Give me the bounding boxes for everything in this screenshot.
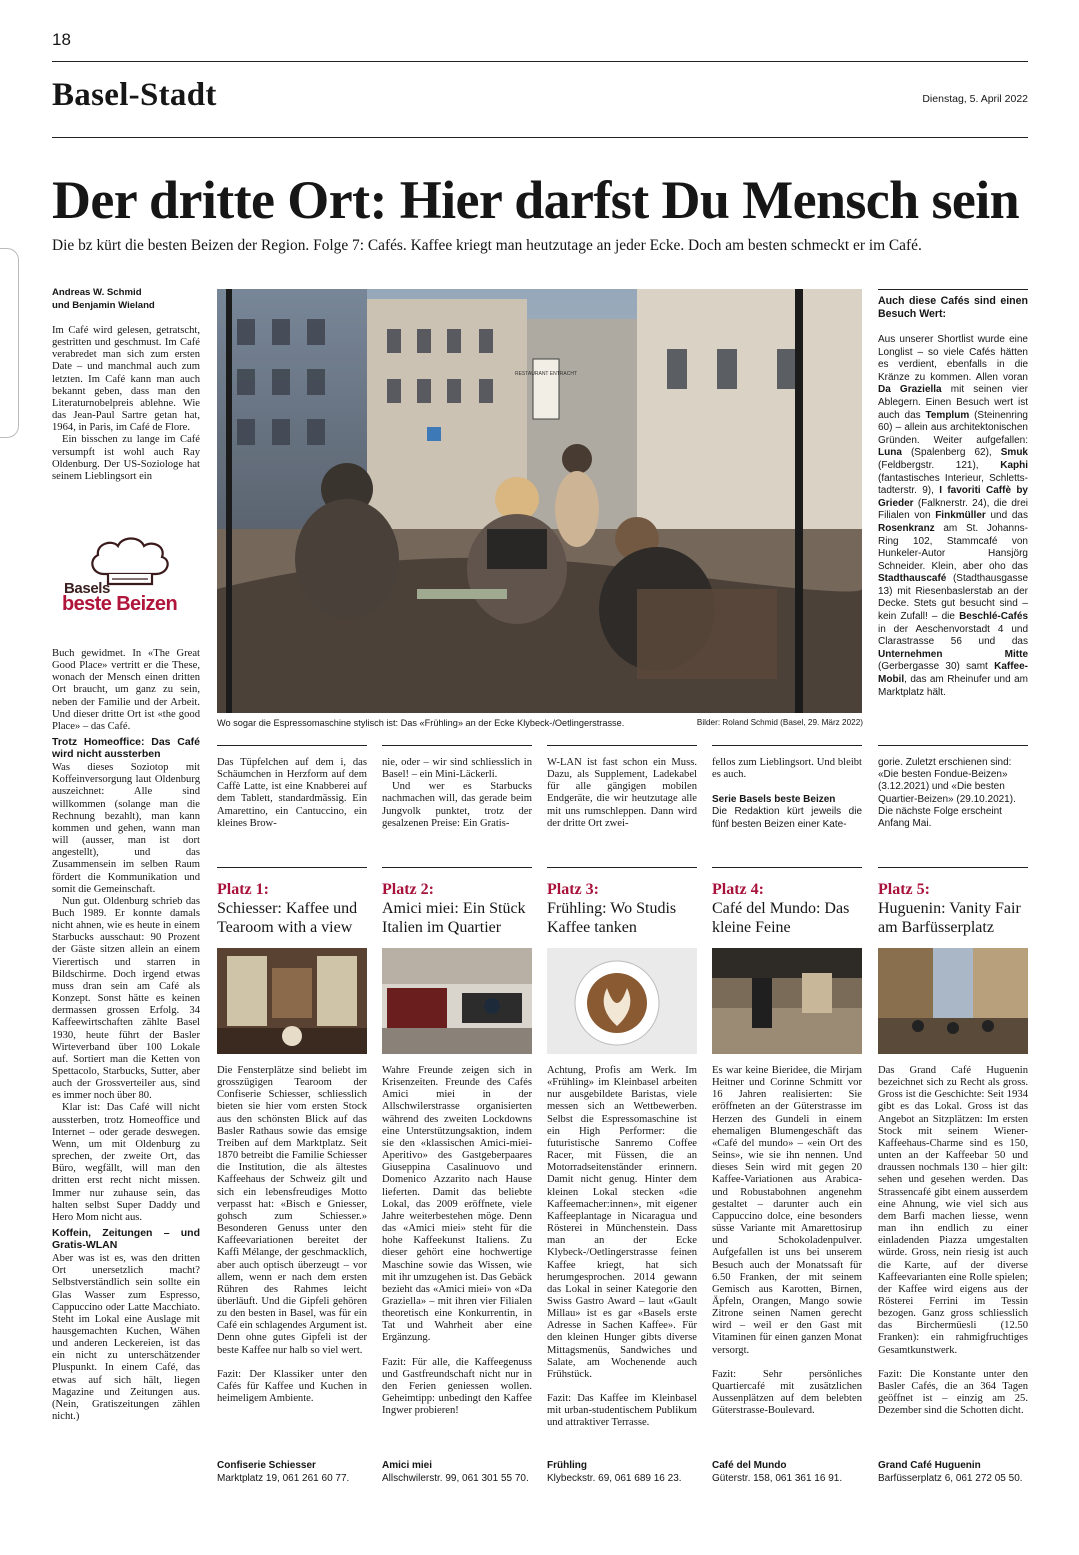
logo-line-1: Basels	[64, 580, 110, 597]
platz-top-rule	[878, 867, 1028, 868]
byline-author-2: und Benjamin Wieland	[52, 299, 155, 311]
mid-col-2	[382, 757, 532, 830]
col1-paragraph: Ein bisschen zu lange im Café versumpft ist wohl auch Ray Oldenburg. Der US-Soziologe hat seinem Lieblingsort ein	[52, 434, 200, 482]
platz-text	[878, 1065, 1028, 1417]
sidebar-text-run: in der Aeschenvorstadt 4 und Clarastrasse 56 und das	[878, 623, 1028, 648]
sidebar-text-run: (Gerbergasse 30) samt	[878, 661, 995, 673]
series-heading: Serie Basels beste Beizen	[712, 794, 836, 806]
basels-beste-beizen-logo	[52, 530, 200, 630]
sidebar-text-run: (Feldbergstr. 121),	[878, 459, 1001, 471]
col1-paragraph: Buch gewidmet. In «The Great Good Place» vertritt er die These, wonach der Mensch einen dritten Ort braucht, um ganz zu sein, neben der Familie und der Arbeit. Und dieser dritte Ort ist «the good Place» – das Café.	[52, 648, 200, 732]
mid-col-3	[547, 757, 697, 830]
cafe-name: Grand Café Huguenin	[878, 1460, 981, 1471]
photo-caption: Wo sogar die Espressomaschine stylisch ist: Das «Frühling» an der Ecke Klybeck-/Oetlingerstrasse.	[217, 718, 625, 728]
platz-text	[712, 1065, 862, 1417]
platz-column	[217, 867, 369, 1507]
cafe-name: Finkmüller	[935, 510, 986, 522]
platz-text	[217, 1065, 367, 1405]
platz-column	[382, 867, 534, 1507]
platz-title: Huguenin: Vanity Fair am Barfüsserplatz	[878, 900, 1021, 936]
cafe-name: Stadthauscafé	[878, 573, 947, 585]
platz-fazit: Fazit: Der Klassiker unter den Cafés für Kaffee und Kuchen in heimeligem Ambiente.	[217, 1368, 367, 1405]
cafe-name: Beschlé-Cafés	[959, 611, 1028, 623]
sidebar-text-run: Aus unserer Shortlist wurde eine Longlist – so viele Cafés hätten es verdient, ebenfalls in die Kränze zu kommen. Allen voran	[878, 334, 1028, 383]
issue-date: Dienstag, 5. April 2022	[922, 93, 1028, 105]
lead: Die bz kürt die besten Beizen der Region. Folge 7: Cafés. Kaffee kriegt man heutzutage an jeder Ecke. Doch am besten schmeckt er im Café.	[52, 237, 922, 254]
platz-label: Platz 3:	[547, 881, 599, 898]
platz-body: Wahre Freunde zeigen sich in Krisenzeiten. Freunde des Cafés Amici miei in der Allschwilerstrasse organisierten während des zweiten Lockdowns eine Unterstützungsaktion, indem sie den «klassischen Amici-miei-Aperitivo» des Gastgeberpaares Giuseppina Casalinuovo und Domenico Azzarito nach Hause lieferten. Damit das beliebte Lokal, das 2009 eröffnete, viele Jahre weiterbestehen möge. Denn das «Amici miei» steht für die hohe Kaffeekunst Italiens. Zu dieser gehört eine hochwertige Maschine sowie das Wissen, wie mit ihr umzugehen ist. Das Gebäck bezieht das «Amici miei» von «Da Graziella» – mit ihren vier Filialen theoretisch eine Konkurrentin, in Tat und Wahrheit aber eine Ergänzung.	[382, 1065, 532, 1344]
cafe-name: Kaffee-Mobil	[878, 661, 1028, 686]
page-edge-mark	[0, 248, 19, 438]
platz-address	[712, 1459, 862, 1485]
mid-rule-3	[547, 745, 697, 746]
platz-label: Platz 2:	[382, 881, 434, 898]
platz-photo	[382, 948, 532, 1054]
cafe-name: Luna	[878, 447, 902, 459]
sidebar-text-run: am St. Johanns-Ring 102, Stammcafé von Hunkeler-Autor Hansjörg Schneider. Klein, aber oho das	[878, 522, 1028, 572]
platz-fazit: Fazit: Das Kaffee im Kleinbasel mit urban-studentischem Publikum und attraktiver Terrasse.	[547, 1393, 697, 1429]
mid-paragraph: fellos zum Lieblingsort. Und bleibt es auch.	[712, 757, 862, 781]
sidebar-text-run: und das	[985, 510, 1028, 522]
platz-address	[547, 1459, 697, 1485]
cafe-name: Da Graziella	[878, 384, 942, 396]
col1-paragraph: Was dieses Soziotop mit Koffeinversorgung laut Oldenburg auszeichnet: Alle sind willkommen (solange man die Rechnung bezahlt), man kann kommen und gehen, wann man will (ausser, man ist dort angestellt), und das Zusammensein im selben Raum fördert die Kommunikation und somit die Gemeinschaft.	[52, 762, 200, 895]
platz-title: Schiesser: Kaffee und Tearoom with a view	[217, 900, 358, 936]
platz-header	[712, 880, 864, 937]
mid-rule-5	[878, 745, 1028, 746]
cafe-terrace-photo	[217, 289, 862, 713]
col1-subheading: Koffein, Zeitungen – und Gratis-WLAN	[52, 1227, 200, 1252]
cafe-name: Templum	[925, 409, 970, 421]
cafe-name: I favoriti Caffè by Grieder	[878, 485, 1028, 509]
platz-top-rule	[382, 867, 532, 868]
platz-body: Es war keine Bieridee, die Mirjam Heitner und Corinne Schmitt vor 16 Jahren realisierten: Sie eröffneten an der Güterstrasse im Herzen des Gundeli in einem ehemaligen Blumengeschäft das «Café del mundo» – «ein Ort des Seins», wie sie ihn nennen. Und dieses Sein wird mit gegen 20 Kaffee-Variationen aus Arabica- und Robustabohnen angenehm gestaltet – darunter auch ein Cappuccino dolce, eine besonders süsse Variante mit Amarettosirup und Schokoladenpulver. Aufgefallen ist uns bei unserem Besuch auch der Monatssaft für 6.50 Franken, der mit seinem Gemisch aus Karotten, Birnen, Äpfeln, Orangen, Mango sowie Zitrone seinen Namen gerecht wird – weil er den Gast mit Vitaminen für einen ganzen Monat versorgt.	[712, 1065, 862, 1356]
platz-body: Das Grand Café Huguenin bezeichnet sich zu Recht als gross. Gross ist die Geschichte: Seit 1934 gibt es das Lokal. Gross ist das Angebot an Sitzplätzen: Im ersten Stock mit seinem Wiener-Kaffeehaus-Charme sind es 150, unten an der Kaffeebar 50 und draussen nochmals 130 – hier gilt: sehen und gesehen werden. Das Strassencafé gibt einem ausserdem eine Ahnung, wie viel sich aus dem Barfi machen liesse, wenn man ihn endlich zu einer einladenden Piazza umgestalten würde. Gross, nein riesig ist auch die Karte, auf der diverse Kaffeevarianten eine Rolle spielen; der Kaffee wird eigens aus der Rösterei Ferrini im Tessin bezogen. Ganz gross schliesslich das Birchermüesli (12.50 Franken): ein rahmigfruchtiges Gesamtkunstwerk.	[878, 1065, 1028, 1356]
cafe-address: Güterstr. 158, 061 361 16 91.	[712, 1473, 843, 1484]
platz-title: Café del Mundo: Das kleine Feine	[712, 900, 850, 936]
mid-paragraph: W-LAN ist fast schon ein Muss. Dazu, als Supplement, Ladekabel für alle gängigen mobilen Endgeräte, die wir heutzutage alle mit uns rumschleppen. Dann wird der dritte Ort zwei-	[547, 757, 697, 829]
platz-photo	[547, 948, 697, 1054]
headline: Der dritte Ort: Hier darfst Du Mensch sein	[52, 170, 1020, 230]
platz-label: Platz 4:	[712, 881, 764, 898]
platz-text	[547, 1065, 697, 1430]
platz-fazit: Fazit: Die Konstante unter den Basler Cafés, die an 364 Tagen geöffnet ist – einzig am 25. Dezember sind die Schotten dicht.	[878, 1368, 1028, 1417]
sidebar-text-run: (Stadthausgasse 13) mit Riesenbaslerstab an der Decke. Stets gut besucht sind – kein Zufall! – die	[878, 573, 1028, 623]
platz-label: Platz 5:	[878, 881, 930, 898]
platz-photo	[878, 948, 1028, 1054]
platz-label: Platz 1:	[217, 881, 269, 898]
sidebar-title: Auch diese Cafés sind einen Besuch Wert:	[878, 295, 1028, 320]
platz-body: Achtung, Profis am Werk. Im «Frühling» im Kleinbasel arbeiten nur ausgebildete Baristas, viele messen sich an Wettbewerben. Selbst die Espressomaschine ist ein High Performer: die futuristische Sanremo Coffee Racer, mit Füssen, die an Motorradseitenständer erinnern. Damit nicht genug. Hinter dem kleinen Lokal stecken «die Kaffeemacher:innen», mit eigener Kaffeeplantage in Nicaragua und Rösterei in Münchenstein. Dass man an der Ecke Klybeck-/Oetlingerstrasse feinen Kaffee kriegt, hat sich herumgesprochen. 2014 gewann das Lokal in seiner Kategorie den Swiss Gastro Award – laut «Gault Millau» ist es gar «Basels erste Adresse in Sachen Kaffee». Für den kleinen Hunger gibts diverse Mittagsmenüs, Sandwiches und Salate, am Wochenende auch Frühstück.	[547, 1065, 697, 1380]
col1-subheading: Trotz Homeoffice: Das Café wird nicht aussterben	[52, 736, 200, 761]
cafe-name: Kaphi	[1000, 459, 1028, 471]
byline	[52, 287, 155, 312]
cafe-name: Amici miei	[382, 1460, 433, 1471]
cafe-name: Frühling	[547, 1460, 587, 1471]
col1-bottom	[52, 648, 200, 1423]
sidebar-text	[878, 334, 1028, 699]
cafe-name: Rosenkranz	[878, 522, 935, 534]
platz-header	[547, 880, 699, 937]
platz-address	[878, 1459, 1028, 1485]
series-text: gorie. Zuletzt erschienen sind: «Die besten Fondue-Beizen» (3.12.2021) und «Die besten Quartier-Beizen» (29.10.2021). Die nächste Folge erscheint Anfang Mai.	[878, 757, 1016, 830]
cafe-name: Café del Mundo	[712, 1460, 787, 1471]
mid-paragraph: Das Tüpfelchen auf dem i, das Schäumchen in Herzform auf dem Caffè Latte, ist eine Knabberei auf dem Tablett, standardmässig. Ein Amarettino, ein Cantuccino, ein kleines Brow-	[217, 757, 367, 829]
cafe-address: Barfüsserplatz 6, 061 272 05 50.	[878, 1473, 1023, 1484]
top-rule	[52, 61, 1028, 62]
col1-paragraph: Im Café wird gelesen, getratscht, gestritten und geschmust. Im Café verabredet man sich zum ersten Date – und manchmal auch zum letzten. Im Café kann man auch bekannt geben, dass man den Literaturnobelpreis ablehne. Wie das Jean-Paul Sartre getan hat, 1964, in Paris, im Café de Flore.	[52, 325, 200, 434]
cafe-name: Smuk	[1000, 447, 1028, 459]
platz-address	[382, 1459, 532, 1485]
main-photo	[217, 289, 862, 713]
header-rule	[52, 137, 1028, 138]
restaurant-sign: RESTAURANT ENTRACHT	[514, 371, 578, 377]
cafe-name: Confiserie Schiesser	[217, 1460, 316, 1471]
byline-author-1: Andreas W. Schmid	[52, 287, 142, 298]
platz-fazit: Fazit: Sehr persönliches Quartiercafé mit zusätzlichen Aussenplätzen auf dem belebten Güterstrasse-Boulevard.	[712, 1368, 862, 1417]
photo-credit: Bilder: Roland Schmid (Basel, 29. März 2022)	[696, 718, 863, 727]
platz-title: Frühling: Wo Studis Kaffee tanken	[547, 900, 677, 936]
series-text: Die Redaktion kürt jeweils die fünf besten Beizen einer Kate-	[712, 806, 862, 830]
platz-column	[712, 867, 864, 1507]
mid-col-5	[878, 757, 1028, 830]
platz-header	[217, 880, 369, 937]
platz-fazit: Fazit: Für alle, die Kaffeegenuss und Gastfreundschaft nicht nur in den Ferien geniessen wollen. Geheimtipp: unbedingt den Kaffee Ingwer probieren!	[382, 1356, 532, 1417]
mid-col-4	[712, 757, 862, 831]
platz-header	[878, 880, 1030, 937]
mid-rule-4	[712, 745, 862, 746]
platz-column	[547, 867, 699, 1507]
col1-top	[52, 325, 200, 483]
sidebar-text-run: (Spalenberg 62),	[901, 447, 1001, 459]
platz-header	[382, 880, 534, 937]
sidebar-text-run: (Steinenring 60) – allein aus architektonischen Gründen. Weiter aufgefallen:	[878, 409, 1028, 446]
cafe-address: Allschwilerstr. 99, 061 301 55 70.	[382, 1473, 529, 1484]
platz-address	[217, 1459, 367, 1485]
sidebar-top-rule	[878, 289, 1028, 290]
mid-col-1	[217, 757, 367, 830]
page-number: 18	[52, 30, 71, 49]
sidebar-text-run: , das am Rheinufer und am Marktplatz hält.	[878, 674, 1028, 698]
platz-top-rule	[217, 867, 367, 868]
col1-paragraph: Aber was ist es, was den dritten Ort unersetzlich macht? Selbstverständlich sein sollte ein Glas Wasser zum Espresso, Cappuccino oder Latte Macchiato. Steht im Lokal eine Auslage mit hausgemachten Kuchen, Wähen und anderen Leckereien, ist das ein nicht zu unterschätzender Pluspunkt. In einem Café, das etwas auf sich hält, liegen Magazine und Zeitungen aus. (Nein, Gratiszeitungen zählen nicht.)	[52, 1253, 200, 1423]
col1-paragraph: Klar ist: Das Café will nicht aussterben, trotz Homeoffice und Internet – oder gerade deswegen. Wenn, um mit Oldenburg zu sprechen, der zweite Ort, das Büro, wegfällt, will man den dritten erst recht nicht missen. Immer nur zuhause sein, das halten selbst Super Daddy und Hero Mom nicht aus.	[52, 1102, 200, 1223]
platz-title: Amici miei: Ein Stück Italien im Quartier	[382, 900, 526, 936]
mid-rule-2	[382, 745, 532, 746]
platz-photo	[217, 948, 367, 1054]
col1-paragraph: Nun gut. Oldenburg schrieb das Buch 1989. Er konnte damals nicht ahnen, wie es heute in einem Starbucks ausschaut: 90 Prozent der Gäste sitzen allein an einem Vierertisch und starren in Bildschirme. Doch irgend etwas muss dran sein am Café als Konzept. Sonst hätte es keinen dermassen grossen Erfolg. 34 Kaffeewirtschaften zählte Basel 1930, heute führt der Basler Wirteverband über 100 Lokale auf. Sortiert man die Ketten von Spettacolo, Starbucks, Sutter, aber auch der Grossverteiler aus, sind es immer noch über 80.	[52, 895, 200, 1102]
cafe-address: Marktplatz 19, 061 261 60 77.	[217, 1473, 350, 1484]
sidebar-text-run: (fantastisches Interieur, Schlettstadterstr. 9),	[878, 472, 1028, 497]
platz-photo	[712, 948, 862, 1054]
section-title: Basel-Stadt	[52, 77, 217, 113]
sidebar-text-run: mit seinen vier Ablegern. Einen Besuch wert ist auch das	[878, 384, 1028, 421]
platz-body: Die Fensterplätze sind beliebt im grosszügigen Tearoom der Confiserie Schiesser, schliesslich bieten sie hier vom ersten Stock aus den schönsten Blick auf das Basler Rathaus sowie das emsige Treiben auf dem Marktplatz. Seit 1870 betreibt die Familie Schiesser die Institution, die als ältestes Kaffeehaus der Schweiz gilt und sich ein lebensfreudiges Motto verpasst hat: «Bisch e Gniesser, gohsch zum Schiesser.» Besonderen Genuss unter den Kaffeevariationen bereitet der Kaffi Mélange, der geschmacklich, aber auch optisch überzeugt – vor allem, wenn er nach dem ersten Rühren des Rahmes leicht überläuft. Und die Gipfeli gehören zu den besten in Basel, was für ein Café ein schlagendes Argument ist. Denn ohne gutes Gipfeli ist der beste Kaffee nur halb so viel wert.	[217, 1065, 367, 1356]
sidebar-text-run: (Falknerstr. 24), die drei Filialen von	[878, 497, 1028, 522]
mid-rule-1	[217, 745, 367, 746]
platz-top-rule	[712, 867, 862, 868]
sidebar-box	[878, 295, 1028, 699]
mid-paragraph: nie, oder – wir sind schliesslich in Basel! – ein Mini-Läckerli.	[382, 757, 532, 781]
logo-line-2: beste Beizen	[62, 593, 178, 615]
platz-text	[382, 1065, 532, 1417]
platz-column	[878, 867, 1030, 1507]
platz-top-rule	[547, 867, 697, 868]
cafe-address: Klybeckstr. 69, 061 689 16 23.	[547, 1473, 682, 1484]
cafe-name: Unternehmen Mitte	[878, 648, 1028, 660]
mid-paragraph: Und wer es Starbucks nachmachen will, das gerade beim Jungvolk punktet, trotz der gesalzenen Preise: Ein Gratis-	[382, 781, 532, 829]
